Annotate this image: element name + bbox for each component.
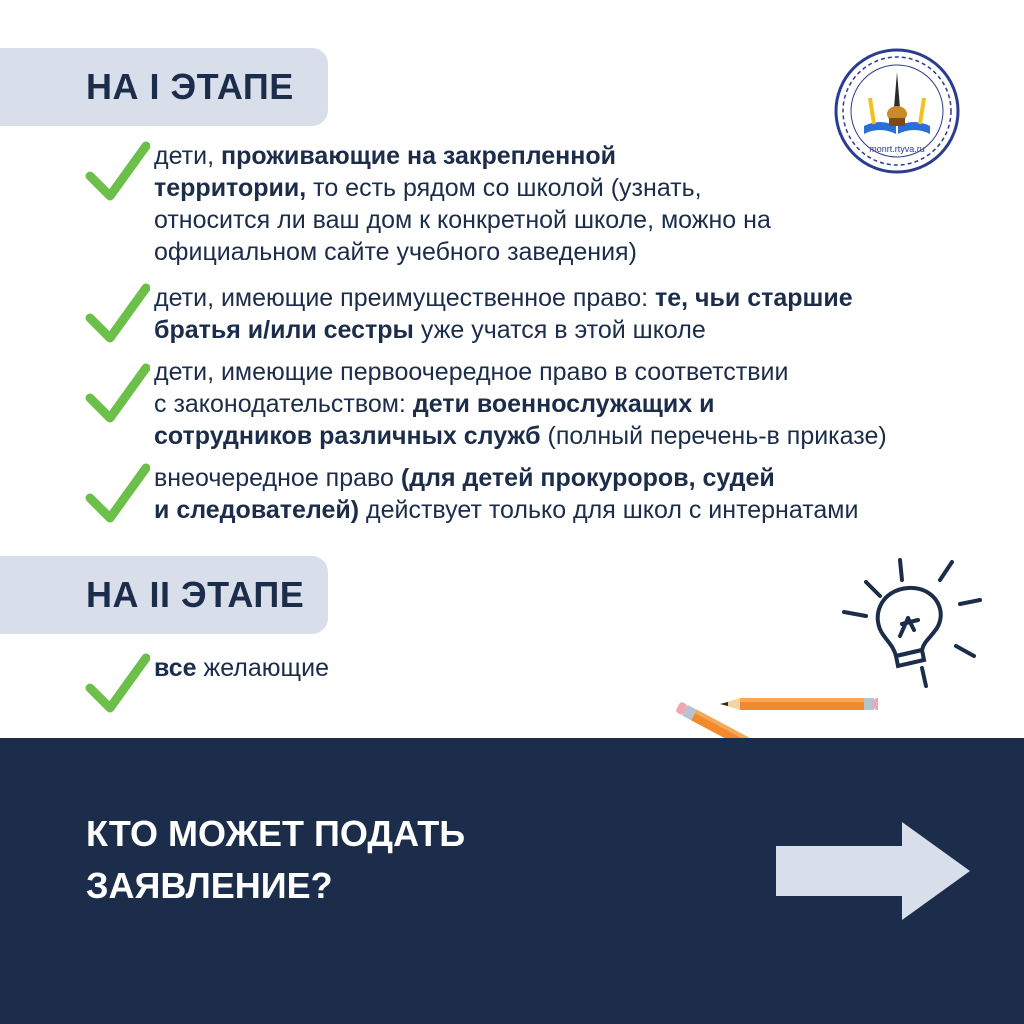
bold-text: и следователей) [154,496,360,524]
footer-title [86,808,686,912]
bold-text: территории, [154,174,307,202]
bold-text: те, чьи старшие [655,284,853,312]
list-item-text: дети, проживающие на закрепленной территории, то есть рядом со школой (узнать, относится ли ваш дом к конкретной школе, можно на официальном сайте учебного заведения) [154,142,771,266]
checkmark-icon [84,282,150,348]
bold-text: (для детей прокуроров, судей [400,464,775,492]
stage2-tab [0,556,328,634]
footer-title-line1: КТО МОЖЕТ ПОДАТЬ [86,813,466,854]
list-item [84,140,1014,270]
stage2-title: НА II ЭТАПЕ [86,574,305,615]
stage1-tab [0,48,328,126]
list-item [84,282,1014,346]
footer-title-line2: ЗАЯВЛЕНИЕ? [86,865,333,906]
bold-text: все [154,654,197,682]
bold-text: братья и/или сестры [154,316,414,344]
bold-text: сотрудников различных служб [154,422,541,450]
arrow-right-icon[interactable] [776,822,970,920]
list-item [84,356,1014,452]
list-item-text: дети, имеющие первоочередное право в соответствии с законодательством: дети военнослужащих и сотрудников различных служб (полный перечень-в приказе) [154,358,887,450]
checkmark-icon [84,362,150,428]
list-item-text: все желающие [154,654,329,682]
list-item-text: дети, имеющие преимущественное право: те, чьи старшие братья и/или сестры уже учатся в этой школе [154,284,853,344]
checkmark-icon [84,652,150,718]
list-item [84,462,1014,526]
bold-text: дети военнослужащих и [412,390,715,418]
checkmark-icon [84,462,150,528]
bold-text: проживающие на закрепленной [220,142,617,170]
stage1-title: НА I ЭТАПЕ [86,66,294,107]
list-item-text: внеочередное право (для детей прокуроров, судей и следователей) действует только для школ с интернатами [154,464,859,524]
checkmark-icon [84,140,150,206]
footer-banner [0,738,1024,1024]
logo-caption: monrt.rtyva.ru [869,144,925,154]
